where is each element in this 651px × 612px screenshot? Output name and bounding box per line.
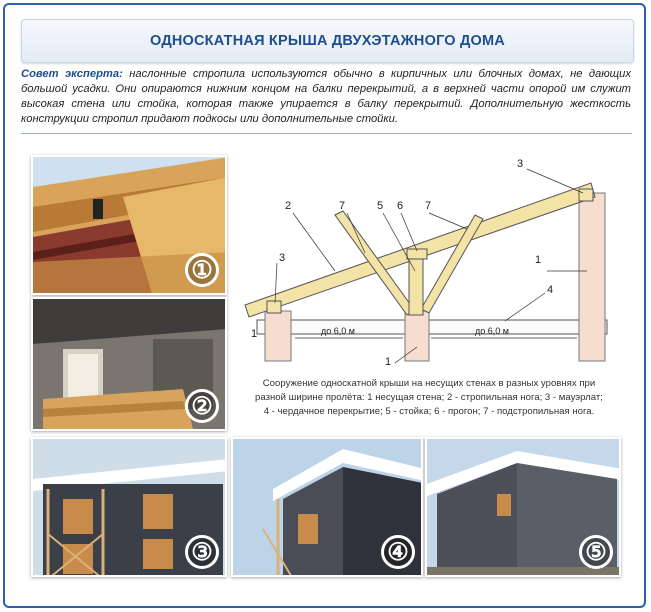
label-6: 6 — [397, 200, 404, 212]
span-left-label: до 6,0 м — [321, 326, 355, 336]
label-7-right: 7 — [425, 200, 432, 212]
post — [409, 253, 423, 315]
divider — [21, 133, 632, 134]
right-wall — [579, 193, 605, 361]
left-wall — [265, 311, 291, 361]
photo-interior-attic — [31, 297, 227, 431]
caption-line-1: Сооружение односкатной крыши на несущих стенах в разных уровнях при — [262, 378, 596, 389]
label-1-bottom: 1 — [385, 356, 392, 368]
photo-house-side — [425, 437, 621, 577]
mauerlat-top — [579, 189, 593, 201]
label-5: 5 — [377, 200, 384, 212]
label-7-left: 7 — [339, 200, 346, 212]
photo-1-badge: ① — [185, 253, 219, 287]
label-3-left: 3 — [279, 252, 286, 264]
caption-line-3: 4 - чердачное перекрытие; 5 - стойка; 6 - прогон; 7 - подстропильная нога. — [263, 406, 595, 417]
strut-right — [421, 215, 483, 313]
label-2: 2 — [285, 200, 292, 212]
infographic-frame — [3, 3, 646, 608]
photo-house-corner — [231, 437, 423, 577]
leader-6 — [401, 213, 417, 251]
photo-3-badge: ③ — [185, 535, 219, 569]
page-title: ОДНОСКАТНАЯ КРЫША ДВУХЭТАЖНОГО ДОМА — [150, 33, 505, 49]
diagram-caption — [239, 377, 619, 419]
label-4: 4 — [547, 284, 554, 296]
leader-7-right — [429, 213, 467, 229]
tip-text: наслонные стропила используются обычно в кирпичных или блочных домах, не дающих большой усадки. Они опираются нижним концом на балки перекрытий, а в верхней части опорой им служит высокая стена или стойка, которая также упирается в балку перекрытий. Дополнительную жесткость конструкции стропил придают подкосы или дополнительные стойки. — [21, 68, 631, 125]
expert-tip — [21, 67, 631, 127]
photo-house-scaffold — [31, 437, 227, 577]
caption-line-2: разной ширине пролёта: 1 несущая стена; 2 - стропильная нога; 3 - мауэрлат; — [255, 392, 603, 403]
title-banner — [21, 19, 634, 63]
photo-rafter-closeup — [31, 155, 227, 295]
label-3-top: 3 — [517, 158, 524, 170]
photo-2-badge: ② — [185, 389, 219, 423]
label-1-left: 1 — [251, 328, 258, 340]
leader-4 — [505, 293, 545, 321]
roof-diagram — [235, 153, 625, 368]
photo-4-badge: ④ — [381, 535, 415, 569]
leader-3-top — [527, 169, 583, 193]
leader-2 — [293, 213, 335, 271]
mauerlat-left — [267, 301, 281, 313]
span-right-label: до 6,0 м — [475, 326, 509, 336]
photo-5-badge: ⑤ — [579, 535, 613, 569]
floor-beam — [257, 320, 607, 334]
label-1-right: 1 — [535, 254, 542, 266]
tip-label: Совет эксперта: — [21, 68, 123, 80]
